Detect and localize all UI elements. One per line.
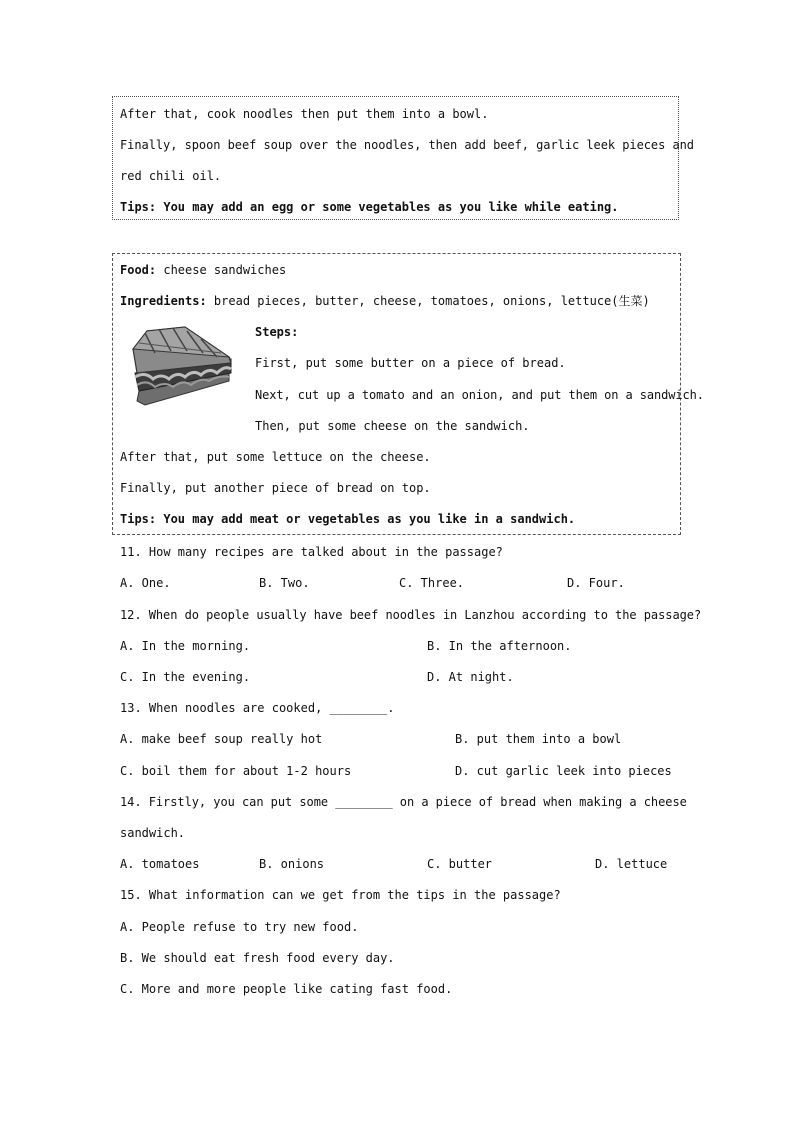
q11-option-a[interactable]: A. One. <box>120 576 171 590</box>
step-3: Then, put some cheese on the sandwich. <box>255 419 530 433</box>
q12-option-b[interactable]: B. In the afternoon. <box>427 639 572 653</box>
q12-option-d[interactable]: D. At night. <box>427 670 514 684</box>
q12-option-a[interactable]: A. In the morning. <box>120 639 251 653</box>
recipe-beef-noodles-box <box>112 96 694 220</box>
q13-option-c[interactable]: C. boil them for about 1-2 hours <box>120 764 352 778</box>
ingredients-label: Ingredients: <box>120 294 207 308</box>
recipe1-tips: Tips: You may add an egg or some vegetables as you like while eating. <box>120 200 619 214</box>
ingredients-line <box>120 286 650 317</box>
q13-option-d[interactable]: D. cut garlic leek into pieces <box>455 764 672 778</box>
q13-option-a[interactable]: A. make beef soup really hot <box>120 732 323 746</box>
food-line <box>120 255 286 286</box>
q11-option-d[interactable]: D. Four. <box>567 576 625 590</box>
q11-option-c[interactable]: C. Three. <box>399 576 465 590</box>
q15-option-b[interactable]: B. We should eat fresh food every day. <box>120 951 395 965</box>
question-15: 15. What information can we get from the tips in the passage? <box>120 888 561 902</box>
question-11: 11. How many recipes are talked about in the passage? <box>120 545 503 559</box>
steps-label: Steps: <box>255 325 299 339</box>
q12-option-c[interactable]: C. In the evening. <box>120 670 251 684</box>
q14-option-c[interactable]: C. butter <box>427 857 493 871</box>
q14-option-d[interactable]: D. lettuce <box>595 857 668 871</box>
recipe1-line: After that, cook noodles then put them into a bowl. <box>120 107 489 121</box>
step-5: Finally, put another piece of bread on top. <box>120 481 431 495</box>
q15-option-a[interactable]: A. People refuse to try new food. <box>120 920 359 934</box>
q14-option-b[interactable]: B. onions <box>259 857 325 871</box>
step-4: After that, put some lettuce on the cheese. <box>120 450 431 464</box>
food-label: Food: <box>120 263 157 277</box>
recipe1-line: Finally, spoon beef soup over the noodles, then add beef, garlic leek pieces and <box>120 138 694 152</box>
food-value: cheese sandwiches <box>156 263 287 277</box>
sandwich-image <box>125 317 239 413</box>
q14-option-a[interactable]: A. tomatoes <box>120 857 200 871</box>
question-14-cont: sandwich. <box>120 826 186 840</box>
recipe2-tips: Tips: You may add meat or vegetables as you like in a sandwich. <box>120 512 576 526</box>
question-12: 12. When do people usually have beef noodles in Lanzhou according to the passage? <box>120 608 702 622</box>
q11-option-b[interactable]: B. Two. <box>259 576 310 590</box>
q15-option-c[interactable]: C. More and more people like cating fast food. <box>120 982 453 996</box>
question-14: 14. Firstly, you can put some ________ on a piece of bread when making a cheese <box>120 795 687 809</box>
question-13: 13. When noodles are cooked, ________. <box>120 701 395 715</box>
ingredients-value: bread pieces, butter, cheese, tomatoes, onions, lettuce(生菜) <box>206 294 650 308</box>
recipe1-line: red chili oil. <box>120 169 222 183</box>
step-1: First, put some butter on a piece of bread. <box>255 356 566 370</box>
step-2: Next, cut up a tomato and an onion, and put them on a sandwich. <box>255 388 704 402</box>
q13-option-b[interactable]: B. put them into a bowl <box>455 732 622 746</box>
